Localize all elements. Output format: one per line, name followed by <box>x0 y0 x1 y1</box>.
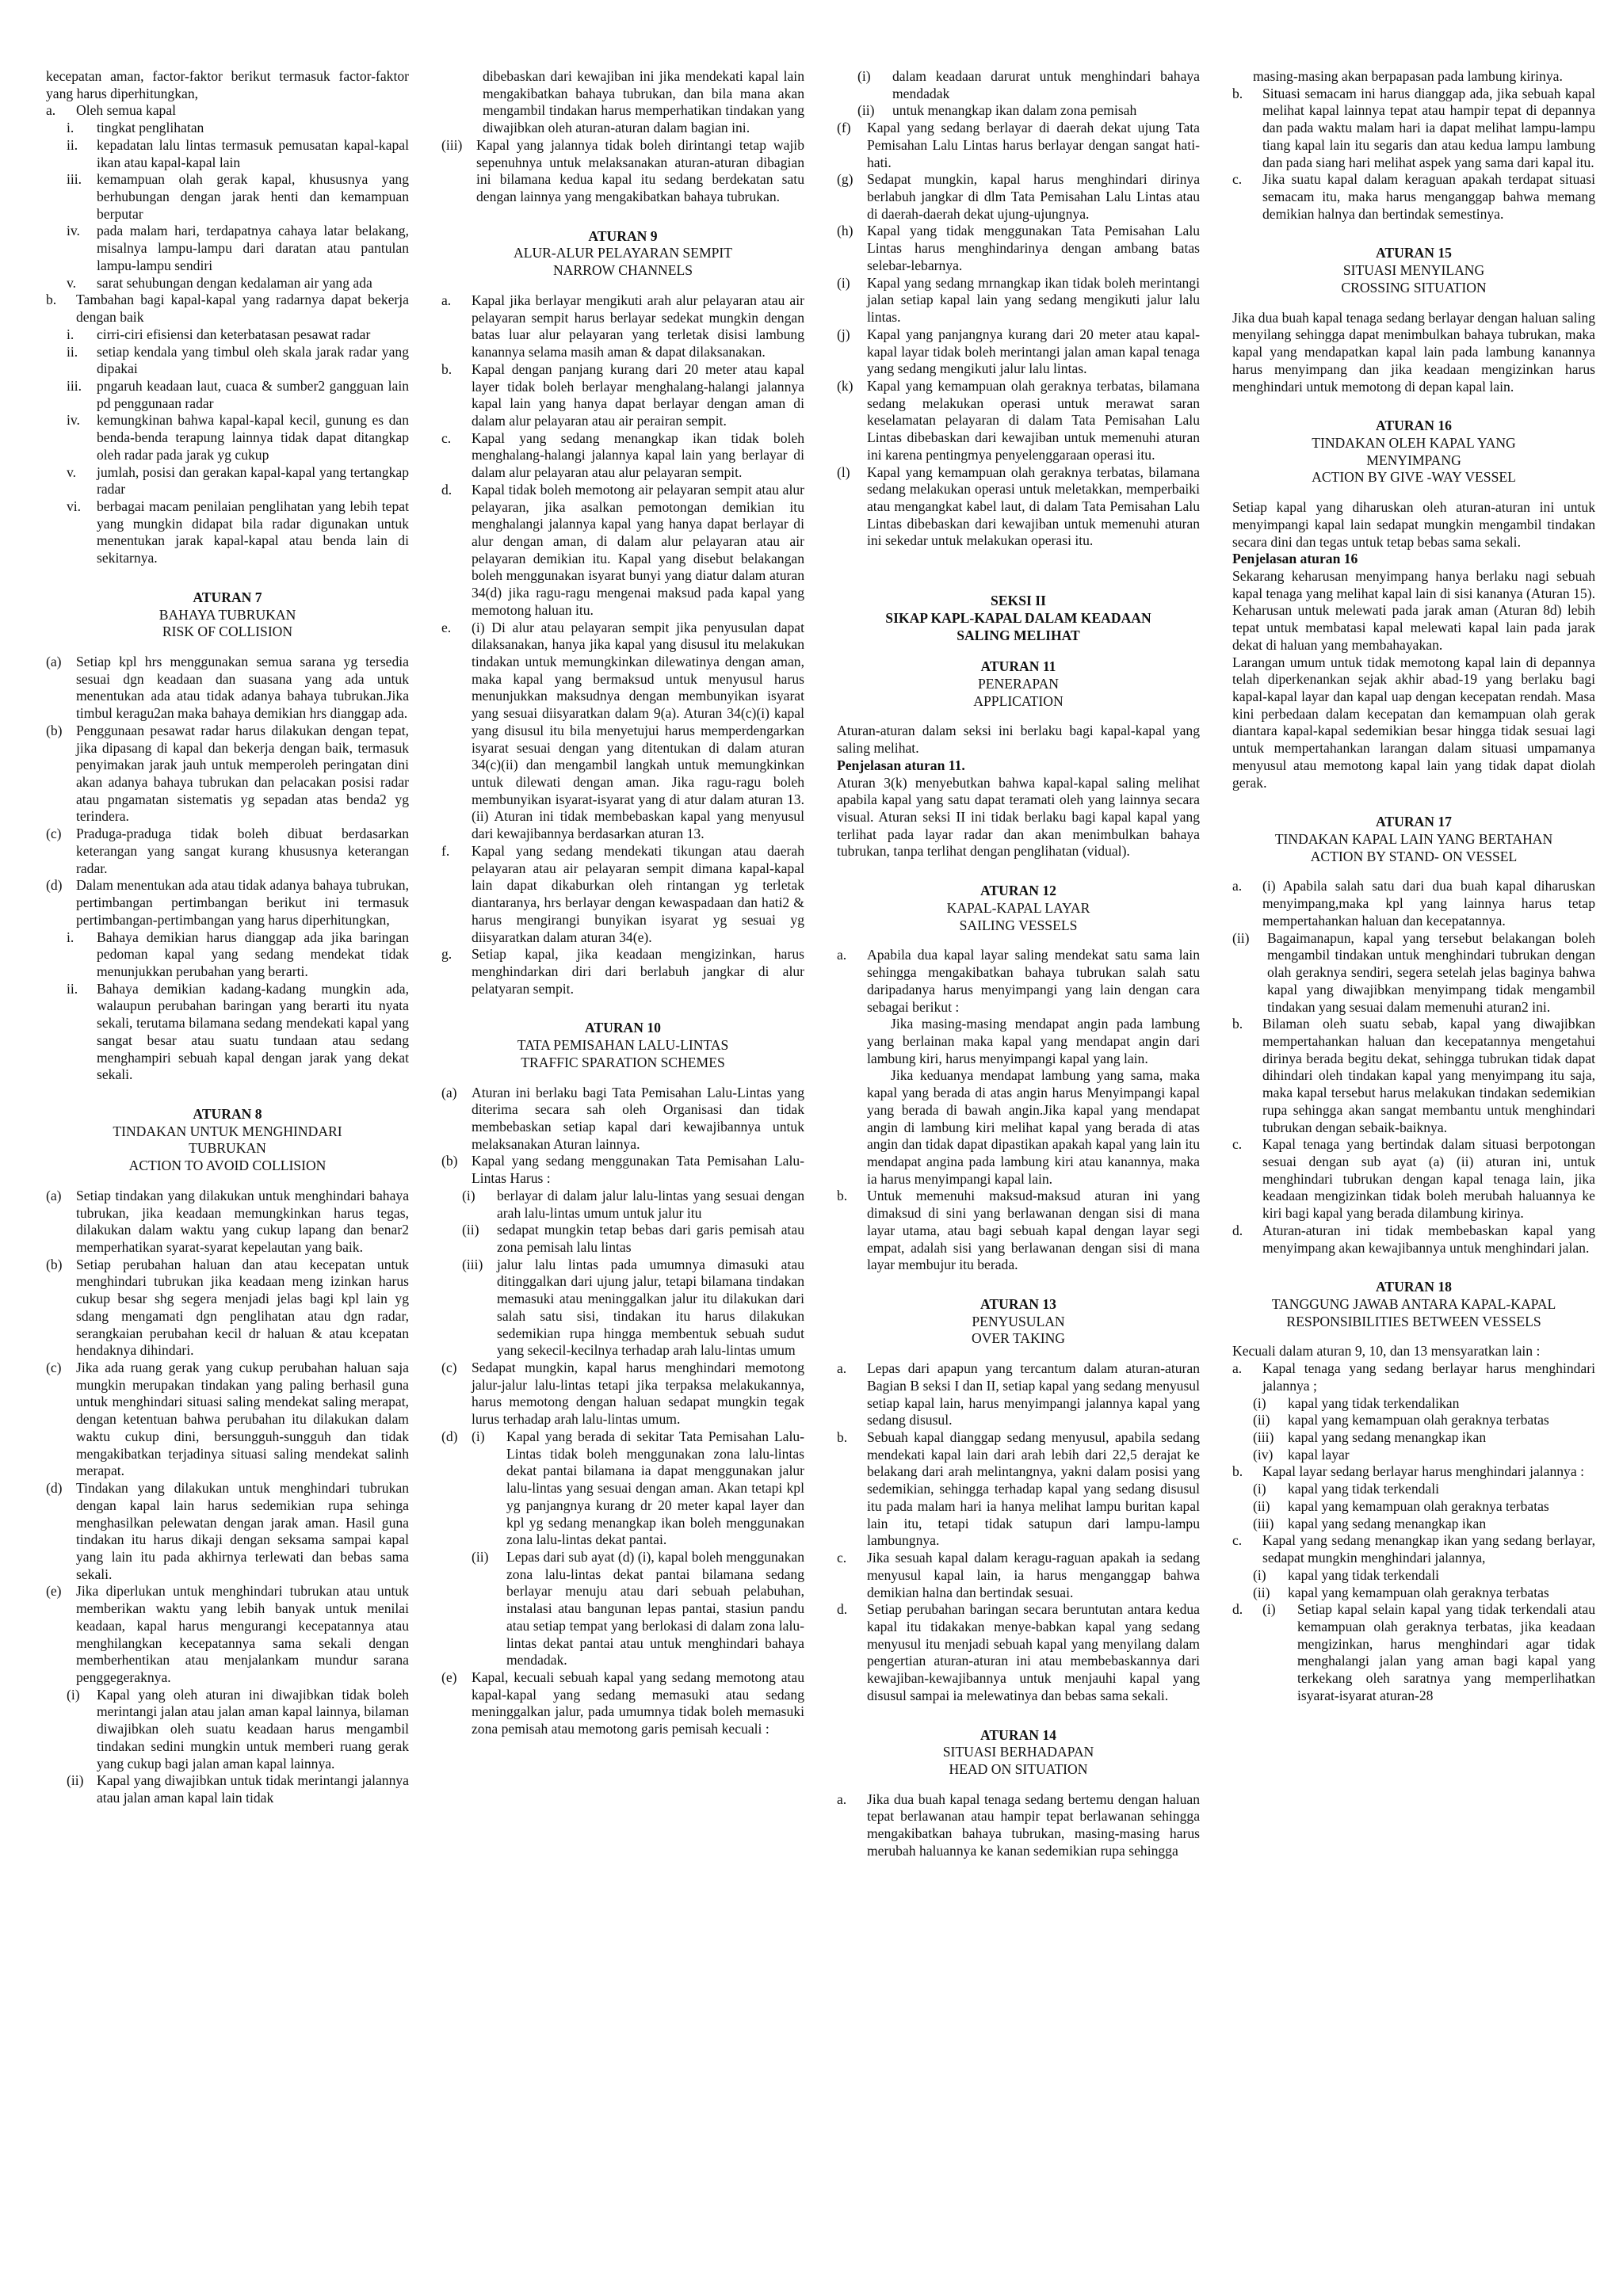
list-item: a. Kapal jika berlayar mengikuti arah alur pelayaran atau air pelayaran sempit harus berlayar sedekat mungkin dengan batas luar alur pelayaran yang terletak disisi lambung kanannya selama masih aman & dapat dilaksanakan. <box>441 292 804 360</box>
paragraph: Sekarang keharusan menyimpang hanya berlaku nagi sebuah kapal tenaga yang melihat kapal lain di sisi kananya (Aturan 15). Keharusan untuk melewati pada jarak aman (Aturan 8d) lebih tepat untuk membatasi kapal melewati kapal lain pada jarak dekat di haluan yang membahayakan. <box>1232 567 1595 653</box>
spacer <box>441 280 804 292</box>
explanation-heading: Penjelasan aturan 11. <box>837 757 965 773</box>
explanation-heading: Penjelasan aturan 16 <box>1232 551 1358 567</box>
sublist <box>441 1188 804 1360</box>
list-item: (ii) Kapal yang diwajibkan untuk tidak merintangi jalannya atau jalan aman kapal lain tidak <box>67 1772 409 1806</box>
sublist <box>46 326 409 567</box>
list-item: a. Lepas dari apapun yang tercantum dalam aturan-aturan Bagian B seksi I dan II, setiap kapal yang sedang menyusul setiap kapal lain, harus menyimpangi jalannya kapal yang sedang disusul. <box>837 1360 1200 1428</box>
sublist <box>1232 1567 1595 1601</box>
list-item: (ii) Bagaimanapun, kapal yang tersebut belakangan boleh mengambil tindakan untuk menghindari tubrukan dengan olah geraknya sendiri, segera setelah jelas baginya bahwa kapal yang diwajibkan menyimpang tidak mengambil tindakan yang sesuai dalam memenuhi aturan2 ini. <box>1232 929 1595 1015</box>
paragraph: Jika dua buah kapal tenaga sedang berlayar dengan haluan saling menyilang sehingga dapat menimbulkan bahaya tubrukan, maka kapal yang mendapatkan kapal lain pada lambung kanannya harus menyimpang dan jika keadaan mengizinkan harus menghindari untuk memotong di depan kapal lain. <box>1232 309 1595 395</box>
paragraph: Jika masing-masing mendapat angin pada lambung yang berlainan maka kapal yang mendapat angin dari lambung kiri, harus menyimpangi kapal yang lain. <box>867 1016 1200 1066</box>
section-subtitle: SIKAP KAPL-KAPAL DALAM KEADAAN <box>885 609 1151 626</box>
list-item: c. Kapal yang sedang menangkap ikan tidak boleh menghalang-halangi jalannya kapal lain yang berlayar di dalam alur pelayaran atau alur pelayaran sempit. <box>441 429 804 481</box>
list-item: (ii) sedapat mungkin tetap bebas dari garis pemisah atau zona pemisah lalu lintas <box>462 1222 804 1255</box>
section-heading: ATURAN 17 <box>1376 814 1452 830</box>
list-item: b. Untuk memenuhi maksud-maksud aturan ini yang dimaksud di sini yang berlawanan dengan sisi di mana layar utama, atau bagi sebuah kapal dengan layar segi empat, adalah sisi yang berlawanan dengan sisi di mana layar membujur itu berada. <box>837 1188 1200 1273</box>
list-item: (i) kapal yang tidak terkendalikan <box>1253 1394 1460 1411</box>
spacer <box>441 1072 804 1085</box>
section-heading: ATURAN 11 <box>980 658 1056 675</box>
list-item: (i) berlayar di dalam jalur lalu-lintas yang sesuai dengan arah lalu-lintas umum untuk jalur itu <box>462 1187 804 1221</box>
list-item: (ii) untuk menangkap ikan dalam zona pemisah <box>857 102 1137 119</box>
section-subtitle: RISK OF COLLISION <box>162 624 293 640</box>
list-item: a. Oleh semua kapal <box>46 102 177 119</box>
list-item: (iii) jalur lalu lintas pada umumnya dimasuki atau ditinggalkan dari ujung jalur, tetapi bilamana tindakan memasuki atau meninggalkan jalur itu dilakukan dari salah satu sisi, tindakan itu harus dilakukan sedemikian rupa hingga membentuk sebuah sudut yang sekecil-kecilnya terhadap arah lalu-lintas umum <box>462 1256 804 1359</box>
section-subtitle: RESPONSIBILITIES BETWEEN VESSELS <box>1286 1313 1541 1329</box>
spacer <box>837 1348 1200 1360</box>
list-item: (ii) kapal yang kemampuan olah geraknya terbatas <box>1253 1412 1549 1428</box>
section-subtitle: OVER TAKING <box>972 1330 1065 1347</box>
list-item: (l) Kapal yang kemampuan olah geraknya terbatas, bilamana sedang melakukan operasi untuk meletakkan, memperbaiki atau mengangkat kabel laut, di dalam Tata Pemisahan Lalu Lintas dibebaskan dari kewajiban untuk memenuhi aturan ini sekedar untuk melakukan operasi itu. <box>837 463 1200 549</box>
section-subtitle: SITUASI MENYILANG <box>1342 262 1485 279</box>
list-item: (i) Kapal yang oleh aturan ini diwajibkan tidak boleh merintangi jalan atau jalan aman kapal lainnya, bilaman diwajibkan oleh suatu keadaan harus mengambil tindakan sedini mungkin untuk memberi ruang gerak yang cukup bagi jalan aman kapal lainnya. <box>67 1686 409 1772</box>
list-item: b. Kapal dengan panjang kurang dari 20 meter atau kapal layer tidak boleh berlayar menghalang-halangi jalannya kapal lain yang hanya dapat berlayar dengan aman di dalam alur pelayaran atau air perairan sempit. <box>441 360 804 429</box>
sublist <box>837 68 1200 120</box>
section-subtitle: HEAD ON SITUATION <box>949 1760 1088 1777</box>
list-item: ii. kepadatan lalu lintas termasuk pemusatan kapal-kapal ikan atau kapal-kapal lain <box>67 136 409 170</box>
section-subtitle: SITUASI BERHADAPAN <box>942 1744 1094 1760</box>
list-item: d. Aturan-aturan ini tidak membebaskan kapal yang menyimpang akan kewajibannya untuk menghindari jalan. <box>1232 1222 1595 1256</box>
list-item: (ii) kapal yang kemampuan olah geraknya terbatas <box>1253 1584 1549 1600</box>
section-subtitle: ACTION TO AVOID COLLISION <box>128 1158 327 1174</box>
list-item: (iii) Kapal yang jalannya tidak boleh dirintangi tetap wajib sepenuhnya untuk melaksanakan aturan-aturan dibagian ini bilamana kedua kapal itu sedang berdekatan satu dengan lainnya yang mengakibatkan bahaya tubrukan. <box>441 136 804 205</box>
section-heading: ATURAN 7 <box>193 589 262 605</box>
sublist <box>46 1687 409 1807</box>
list-item: (j) Kapal yang panjangnya kurang dari 20 meter atau kapal-kapal layar tidak boleh merintangi jalan aman kapal tenaga yang sedang mengikuti jalur lalu lintas. <box>837 326 1200 377</box>
section-subtitle: ACTION BY STAND- ON VESSEL <box>1310 848 1518 864</box>
list-item: c. Jika sesuah kapal dalam keragu-raguan apakah ia sedang menyusul kapal lain, ia harus menganggap bahwa demikian halna dan bertindak sesuai. <box>837 1550 1200 1600</box>
sublist <box>1232 1395 1595 1464</box>
list-item: (iii) kapal yang sedang menangkap ikan <box>1253 1515 1487 1531</box>
list-item: (g) Sedapat mungkin, kapal harus menghindari dirinya berlabuh jangkar di dlm Tata Pemisahan Lalu Lintas atau di daerah-daerah dekat ujung-ujungnya. <box>837 171 1200 222</box>
list-item: (k) Kapal yang kemampuan olah geraknya terbatas, bilamana sedang melakukan operasi untuk merawat saran keselamatan pelayaran di dalam Tata Pemisahan Lalu Lintas dibebaskan dari kewajiban untuk memenuhi aturan ini karena pentingmya penyelenggaraan operasi itu. <box>837 377 1200 463</box>
list-item: (d) (i) Kapal yang berada di sekitar Tata Pemisahan Lalu-Lintas tidak boleh menggunakan zona lalu-lintas dekat pantai bilamana ia dapat menggunakan jalur lalu-lintas yang sesuai dengan aman. Akan tetapi kpl yg panjangnya kurang dr 20 meter kapal layer dan kpl yg sedang menangkap ikan boleh menggunakan zona lalu-lintas dekat pantai. (ii) Lepas dari sub ayat (d) (i), kapal boleh menggunakan zona lalu-lintas dekat pantai bilamana sedang berlayar menuju atau dari sebuah pelabuhan, instalasi atau bangunan lepas pantai, stasiun pandu atau setiap tempat yang berlokasi di dalam zona lalu-lintas dekat pantai atau untuk menghindari bahaya mendadak. <box>441 1428 804 1669</box>
section-heading: ATURAN 16 <box>1376 418 1452 434</box>
paragraph: Aturan 3(k) menyebutkan bahwa kapal-kapal saling melihat apabila kapal yang satu dapat teramati oleh yang lainnya secara visual. Aturan seksi II ini tidak berlaku bagi kapal kapal yang terlihat pada layar radar dan akan menimbulkan bahaya tubrukan, tanpa terlihat dengan penglihatan (vidual). <box>837 774 1200 860</box>
spacer <box>1232 297 1595 310</box>
section-subtitle: ALUR-ALUR PELAYARAN SEMPIT <box>514 245 732 261</box>
section-subtitle: TINDAKAN KAPAL LAIN YANG BERTAHAN <box>1274 831 1553 848</box>
list-item: ii. setiap kendala yang timbul oleh skala jarak radar yang dipakai <box>67 343 409 377</box>
paragraph: kecepatan aman, factor-faktor berikut termasuk factor-faktor yang harus diperhitungkan, <box>46 68 409 101</box>
paragraph: Kecuali dalam aturan 9, 10, dan 13 mensyaratkan lain : <box>1232 1343 1541 1360</box>
list-item: iv. pada malam hari, terdapatnya cahaya latar belakang, misalnya lampu-lampu dari daratan atau pantulan lampu-lampu sendiri <box>67 223 409 273</box>
paragraph: Aturan-aturan dalam seksi ini berlaku bagi kapal-kapal yang saling melihat. <box>837 723 1200 757</box>
section-subtitle: SALING MELIHAT <box>957 627 1080 643</box>
list-item: b. Tambahan bagi kapal-kapal yang radarnya dapat bekerja dengan baik <box>46 292 409 326</box>
list-item: (i) dalam keadaan darurat untuk menghindari bahaya mendadak <box>857 68 1200 101</box>
list-item: vi. berbagai macam penilaian penglihatan yang lebih tepat yang mungkin didapat bila radar digunakan untuk menentukan jarak kapal-kapal atau benda lain di sekitarnya. <box>67 498 409 566</box>
list-item: d. Setiap perubahan baringan secara beruntutan antara kedua kapal itu tidakakan menye-babkan kapal yang sedang menyusul itu menjadi sebuah kapal yang menyilang dalam pengertian aturan-aturan ini atau membebaskannya dari kewajiban-kewajibannya untuk menjauhi kapal yang disusul sampai ia melewatinya dan bebas sama sekali. <box>837 1601 1200 1703</box>
paragraph: Jika keduanya mendapat lambung yang sama, maka kapal yang berada di atas angin harus Menyimpangi kapal yang berada di bawah angin.Jika kapal yang mendapat angin di lambung kiri melihat kapal yang berada di atas angin dan tidak dapat dipastikan apakah kapal yang lain itu mendapat angina pada lambung kiri atau kanannya, maka ia harus menyimpangi kapal lain. <box>867 1067 1200 1187</box>
list-item: (a) Aturan ini berlaku bagi Tata Pemisahan Lalu-Lintas yang diterima secara sah oleh Organisasi dan tidak membebaskan setiap kapal dari kewajibannya untuk melaksanakan Aturan lainnya. <box>441 1084 804 1152</box>
list-item: a. (i) Apabila salah satu dari dua buah kapal diharuskan menyimpang,maka kpl yang lainnya harus tetap mempertahankan haluan dan kecepatannya. <box>1232 878 1595 929</box>
list-item: (ii) kapal yang kemampuan olah geraknya terbatas <box>1253 1497 1549 1514</box>
list-item: d. (i) Setiap kapal selain kapal yang tidak terkendali atau kemampuan olah geraknya terbatas, jika keadaan mengizinkan, harus menghindari agar tidak menghalangi jalan yang aman bagi kapal yang terkekang oleh saratnya yang memperlihatkan isyarat-isyarat aturan-28 <box>1232 1601 1595 1703</box>
section-heading: ATURAN 10 <box>585 1020 661 1036</box>
section-subtitle: TINDAKAN UNTUK MENGHINDARI <box>113 1123 342 1139</box>
paragraph: Apabila dua kapal layar saling mendekat satu sama lain sehingga mengakibatkan bahaya tubrukan salah satu daripadanya harus menyimpangi yang lain dengan cara sebagai berikut : <box>867 947 1200 1015</box>
list-item: (e) Jika diperlukan untuk menghindari tubrukan atau untuk memberikan waktu yang lebih banyak untuk menilai keadaan, kapal harus mengurangi kecepatannya atau menghilangkan kecepatannya sama sekali dengan memberhentikan atau menjalankam mundur sarana penggegeraknya. <box>46 1583 409 1685</box>
paragraph: dibebaskan dari kewajiban ini jika mendekati kapal lain mengakibatkan bahaya tubrukan, dan bila mana akan mengambil tindakan harus memperhatikan tindakan yang diwajibkan oleh aturan-aturan dalam bagian ini. <box>483 68 804 136</box>
section-subtitle: CROSSING SITUATION <box>1341 279 1487 296</box>
list-item: b. Sebuah kapal dianggap sedang menyusul, apabila sedang mendekati kapal lain dari arah lebih dari 22,5 derajat ke belakang dari arah melintangnya, yakni dalam posisi yang sedemikian, sehingga terhadap kapal yang sedang disusul itu pada malam hari ia hanya melihat lampu buritan kapal lain itu, tetapi tidak satupun dari lampu-lampu lambungnya. <box>837 1429 1200 1549</box>
list-item: (c) Sedapat mungkin, kapal harus menghindari memotong jalur-jalur lalu-lintas tetapi jika terpaksa melakukannya, harus memotong dengan haluan sedapat mungkin tegak lurus terhadap arah lalu-lintas umum. <box>441 1360 804 1428</box>
list-item: v. jumlah, posisi dan gerakan kapal-kapal yang tertangkap radar <box>67 463 409 498</box>
list-item: (d) Tindakan yang dilakukan untuk menghindari tubrukan dengan kapal lain harus sedemikian rupa sehinga menghasilkan pelewatan dengan jarak aman. Hasil guna tindakan itu harus dikaji dengan seksama sampai kapal yang lain itu pada akhirnya terlewati dan bebas sama sekali. <box>46 1480 409 1582</box>
section-subtitle: KAPAL-KAPAL LAYAR <box>946 899 1090 916</box>
list-item: i. Bahaya demikian harus dianggap ada jika baringan pedoman kapal yang sedang mendekat tidak menunjukkan perubahan yang berarti. <box>67 929 409 979</box>
list-item: c. Kapal tenaga yang bertindak dalam situasi berpotongan sesuai dengan sub ayat (a) (ii) aturan ini, untuk menghindari tubrukan dengan kapal tenaga lain, jika keadaan mengizinkan tidak boleh merubah haluannya ke kiri bagi kapal yang berada dilambung kirinya. <box>1232 1136 1595 1222</box>
list-item: c. Jika suatu kapal dalam keraguan apakah terdapat situasi semacam itu, maka harus menganggap bahwa memang demikian halnya dan bertindak semestinya. <box>1232 171 1595 222</box>
column-3 <box>837 68 1200 1860</box>
list-item: b. Situasi semacam ini harus dianggap ada, jika sebuah kapal melihat kapal lainnya tepat atau hampir tepat di depannya dan pada waktu malam hari ia dapat melihat lampu-lampu tiang kapal lain itu segaris dan atau kedua lampu lambung dan pada siang hari melihat aspek yang sama dari kapal itu. <box>1232 85 1595 170</box>
list-item: f. Kapal yang sedang mendekati tikungan atau daerah pelayaran atau air pelayaran sempit dimana kapal-kapal lain dapat dikaburkan oleh rintangan yg terletak diantaranya, hrs berlayar dengan kewaspadaan dan hati2 & harus mengirangi bunyikan isyarat yg sesuai yg diisyaratkan dalam aturan 34(e). <box>441 842 804 945</box>
list-item: iv. kemungkinan bahwa kapal-kapal kecil, gunung es dan benda-benda terapung lainnya tidak dapat ditangkap oleh radar pada jarak yg cukup <box>67 412 409 463</box>
section-heading: ATURAN 15 <box>1376 245 1452 261</box>
section-subtitle: TRAFFIC SPARATION SCHEMES <box>521 1054 725 1070</box>
list-item: (i) Kapal yang sedang mrnangkap ikan tidak boleh merintangi jalan setiap kapal lain yang sedang mengikuti jalur lalu lintas. <box>837 274 1200 326</box>
list-item: (b) Kapal yang sedang menggunakan Tata Pemisahan Lalu-Lintas Harus : <box>441 1153 804 1187</box>
column-2 <box>441 68 804 1738</box>
paragraph: Larangan umum untuk tidak memotong kapal lain di depannya telah diperkenankan sejak akhir abad-19 yang berlaku bagi kapal-kapal layar dan kapal uap dengan kecepatan rendah. Masa kini perbedaan dalam kecepatan dan kemampuan olah gerak diantara kapal-kapal sedemikian besar hingga tidak sesuai lagi untuk mempertahankan larangan dalam situasi umpamanya menyusul atau memotong kapal lain yang tidak dapat diolah gerak. <box>1232 654 1595 791</box>
spacer <box>837 934 1200 947</box>
list-item: (i) Kapal yang berada di sekitar Tata Pemisahan Lalu-Lintas tidak boleh menggunakan zona lalu-lintas dekat pantai bilamana ia dapat menggunakan jalur lalu-lintas yang sesuai dengan aman. Akan tetapi kpl yg panjangnya kurang dr 20 meter kapal layer dan kpl yg sedang menangkap ikan boleh menggunakan zona lalu-lintas dekat pantai. <box>472 1428 804 1548</box>
list-item: i. cirri-ciri efisiensi dan keterbatasan pesawat radar <box>67 326 371 342</box>
paragraph: masing-masing akan berpapasan pada lambung kirinya. <box>1253 68 1563 84</box>
list-item: (h) Kapal yang tidak menggunakan Tata Pemisahan Lalu Lintas harus menghindarinya dengan ambang batas selebar-lebarnya. <box>837 223 1200 273</box>
paragraph: Setiap kapal yang diharuskan oleh aturan-aturan ini untuk menyimpangi kapal lain sedapat mungkin mengambil tindakan secara dini dan tegas untuk tetap bebas sama sekali. <box>1232 499 1595 550</box>
section-subtitle: NARROW CHANNELS <box>552 262 693 279</box>
section-heading: ATURAN 18 <box>1376 1279 1452 1295</box>
list-item: (b) Setiap perubahan haluan dan atau kecepatan untuk menghindari tubrukan jika keadaan meng izinkan harus cukup besar shg segera menjadi jelas bagi kpl lain yg sdang mengamati dgn penglihatan atau dgn radar, serangkaian perubahan kecil dr haluan & atau kcepatan hendaknya dihindari. <box>46 1256 409 1359</box>
column-4 <box>1232 68 1595 1705</box>
list-item: (a) Setiap kpl hrs menggunakan semua sarana yg tersedia sesuai dgn keadaan dan suasana yang ada untuk menentukan ada atau tidak adanya bahaya tubrukan.Jika timbul keragu2an maka bahaya demikian hrs dianggap ada. <box>46 654 409 722</box>
sublist <box>46 929 409 1084</box>
list-item: v. sarat sehubungan dengan kedalaman air yang ada <box>67 274 372 291</box>
list-item: (c) Jika ada ruang gerak yang cukup perubahan haluan saja mungkin merupakan tindakan yang paling berhasil guna untuk menghindari situasi saling mendekat saling merapat, dengan ketentuan bahwa perubahan itu dilakukan dalam waktu cukup dini, bersungguh-sungguh dan tidak mengakibatkan terjadinya situasi saling mendekat salinh merapat. <box>46 1360 409 1479</box>
list-item: iii. pngaruh keadaan laut, cuaca & sumber2 gangguan lain pd penggunaan radar <box>67 377 409 411</box>
spacer <box>1232 1330 1595 1343</box>
sublist <box>46 120 409 292</box>
sublist <box>1232 1481 1595 1532</box>
section-heading: ATURAN 8 <box>193 1105 262 1122</box>
spacer <box>837 710 1200 723</box>
list-item: g. Setiap kapal, jika keadaan mengizinkan, harus menghindarkan diri dari berlabuh jangkar di alur pelatyaran sempit. <box>441 946 804 997</box>
list-item: (i) Setiap kapal selain kapal yang tidak terkendali atau kemampuan olah geraknya terbatas, jika keadaan mengizinkan, harus menghindari agar tidak menghalangi jalan yang aman bagi kapal yang terkekang oleh saratnya yang memperlihatkan isyarat-isyarat aturan-28 <box>1262 1601 1595 1703</box>
list-item: (i) kapal yang tidak terkendali <box>1253 1481 1440 1497</box>
section-subtitle: SAILING VESSELS <box>959 917 1078 933</box>
list-item: a. Jika dua buah kapal tenaga sedang bertemu dengan haluan tepat berlawanan atau hampir tepat berlawanan sehingga mengakibatkan bahaya tubrukan, masing-masing harus merubah haluannya ke kanan sedemikian rupa sehingga <box>837 1791 1200 1859</box>
section-subtitle: PENERAPAN <box>977 676 1059 692</box>
list-item: i. tingkat penglihatan <box>67 120 204 136</box>
section-heading: ATURAN 12 <box>980 883 1056 899</box>
section-subtitle: BAHAYA TUBRUKAN <box>158 606 296 623</box>
list-item: b. Kapal layar sedang berlayar harus menghindari jalannya : <box>1232 1463 1584 1480</box>
spacer <box>1232 486 1595 499</box>
section-subtitle: TUBRUKAN <box>189 1140 266 1157</box>
section-subtitle: TATA PEMISAHAN LALU-LINTAS <box>517 1037 729 1054</box>
list-item: ii. Bahaya demikian kadang-kadang mungkin ada, walaupun perubahan baringan yang berarti itu nyata sekali, terutama bilamana sedang mendekati kapal yang sangat besar atau suatu tundaan atau sedang menghampiri sebuah kapal dengan jarak yang dekat sekali. <box>67 980 409 1083</box>
list-item: d. Kapal tidak boleh memotong air pelayaran sempit atau alur pelayaran, jika asalkan pemotongan demikian itu menghalangi jalannya kapal yang hanya dapat berlayar di alur dengan aman, di dalam alur pelayaran atau air pelayaran demikian itu. Kapal yang disebut belakangan boleh menggunakan isyarat bunyi yang diatur dalam aturan 34(d) jika ragu-ragu mengenai maksud pada kapal yang memotong haluan itu. <box>441 481 804 618</box>
section-subtitle: ACTION BY GIVE -WAY VESSEL <box>1312 469 1516 486</box>
section-subtitle: TINDAKAN OLEH KAPAL YANG <box>1312 434 1516 451</box>
spacer <box>46 641 409 654</box>
column-1 <box>46 68 409 1807</box>
list-item: (c) Praduga-praduga tidak boleh dibuat berdasarkan keterangan yang sangat kurang khususnya keterangan radar. <box>46 826 409 876</box>
list-item: b. Bilaman oleh suatu sebab, kapal yang diwajibkan mempertahankan haluan dan kecepatannya mengetahui dirinya berada begitu dekat, sehingga tubrukan tidak dapat dihindari oleh tindakan kapal yang menyimpang itu saja, maka kapal tersebut harus melakukan tindakan sedemikian rupa sehingga akan sangat membantu untuk menghindari tubrukan dengan sebaik-baiknya. <box>1232 1016 1595 1135</box>
list-item: (e) Kapal, kecuali sebuah kapal yang sedang memotong atau kapal-kapal yang sedang memasuki atau sedang meninggalkan jalur, pada umumnya tidak boleh memasuki zona pemisah atau memotong garis pemisah kecuali : <box>441 1669 804 1737</box>
section-subtitle: APPLICATION <box>973 692 1064 709</box>
list-item: a. Kapal tenaga yang sedang berlayar harus menghindari jalannya ; <box>1232 1360 1595 1394</box>
list-item: (a) Setiap tindakan yang dilakukan untuk menghindari bahaya tubrukan, jika keadaan memungkinkan harus tegas, dilakukan dalam waktu yang cukup lapang dan benar2 memperhatikan syarat-syarat kepelautan yang baik. <box>46 1187 409 1255</box>
list-item: c. Kapal yang sedang menangkap ikan yang sedang berlayar, sedapat mungkin menghindari jalannya, <box>1232 1532 1595 1566</box>
section-heading: SEKSI II <box>991 593 1046 609</box>
list-item: (b) Penggunaan pesawat radar harus dilakukan dengan tepat, jika dipasang di kapal dan bekerja dengan baik, termasuk penyimakan jarak jauh untuk memperoleh peringatan dini akan adanya bahaya tubrukan dan pelacakan posisi radar atau pngamatan sistematis yg sepadan atas benda2 yg terindera. <box>46 722 409 825</box>
list-item: (iv) kapal layar <box>1253 1446 1350 1463</box>
list-item: e. (i) Di alur atau pelayaran sempit jika penyusulan dapat dilaksanakan, hanya jika kapal yang disusul itu melakukan tindakan untuk memungkinkan dilewatinya dengan aman, maka kapal yang bermaksud untuk menyusul harus menunjukkan maksudnya dengan membunyikan isyarat yang sesuai diisyaratkan dalam 9(a). Aturan 34(c)(i) kapal yang disusul itu bila menyetujui harus memperdengarkan isyarat sesuai dengan yang ditentukan di dalam aturan 34(c)(ii) dan mengambil langkah untuk memungkinkan untuk dilewati dengan aman. Jika ragu-ragu boleh membunyikan isyarat-isyarat yang di atur dalam aturan 13. (ii) Aturan ini tidak membebaskan kapal yang menyusul dari kewajibannya berdasarkan aturan 13. <box>441 619 804 842</box>
section-subtitle: PENYUSULAN <box>972 1313 1065 1329</box>
spacer <box>837 1779 1200 1791</box>
list-item: (i) kapal yang tidak terkendali <box>1253 1566 1440 1583</box>
list-item: iii. kemampuan olah gerak kapal, khususnya yang berhubungan dengan jarak henti dan kemampuan berputar <box>67 171 409 222</box>
list-item: (iii) kapal yang sedang menangkap ikan <box>1253 1429 1487 1446</box>
spacer <box>46 1175 409 1188</box>
section-subtitle: MENYIMPANG <box>1366 452 1461 468</box>
spacer <box>1232 865 1595 878</box>
list-item: (ii) Lepas dari sub ayat (d) (i), kapal boleh menggunakan zona lalu-lintas dekat pantai bilamana sedang berlayar menuju atau dari sebuah pelabuhan, instalasi atau bangunan lepas pantai, stasiun pandu atau setiap tempat yang berlokasi di dalam zona lalu-lintas dekat pantai atau untuk menghindari bahaya mendadak. <box>472 1548 804 1669</box>
section-heading: ATURAN 14 <box>980 1726 1056 1743</box>
spacer <box>837 550 1200 570</box>
section-heading: ATURAN 13 <box>980 1296 1056 1312</box>
section-subtitle: TANGGUNG JAWAB ANTARA KAPAL-KAPAL <box>1271 1296 1556 1312</box>
list-item: a. Apabila dua kapal layar saling mendekat satu sama lain sehingga mengakibatkan bahaya tubrukan salah satu daripadanya harus menyimpangi yang lain dengan cara sebagai berikut : Jika masing-masing mendapat angin pada lambung yang berlainan maka kapal yang mendapat angin dari lambung kiri, harus menyimpangi kapal yang lain. Jika keduanya mendapat lambung yang sama, maka kapal yang berada di atas angin harus Menyimpangi kapal yang berada di bawah angin.Jika kapal yang mendapat angin di lambung kiri melihat kapal yang berada di atas angin dan tidak dapat dipastikan apakah kapal yang lain itu mendapat angina pada lambung kiri atau kanannya, maka ia harus menyimpangi kapal lain. <box>837 947 1200 1187</box>
list-item: (f) Kapal yang sedang berlayar di daerah dekat ujung Tata Pemisahan Lalu Lintas harus berlayar dengan sangat hati-hati. <box>837 120 1200 170</box>
list-item: (d) Dalam menentukan ada atau tidak adanya bahaya tubrukan, pertimbangan pertimbangan berikut ini termasuk pertimbangan-pertimbangan yang harus diperhitungkan, <box>46 877 409 928</box>
section-heading: ATURAN 9 <box>588 227 658 244</box>
